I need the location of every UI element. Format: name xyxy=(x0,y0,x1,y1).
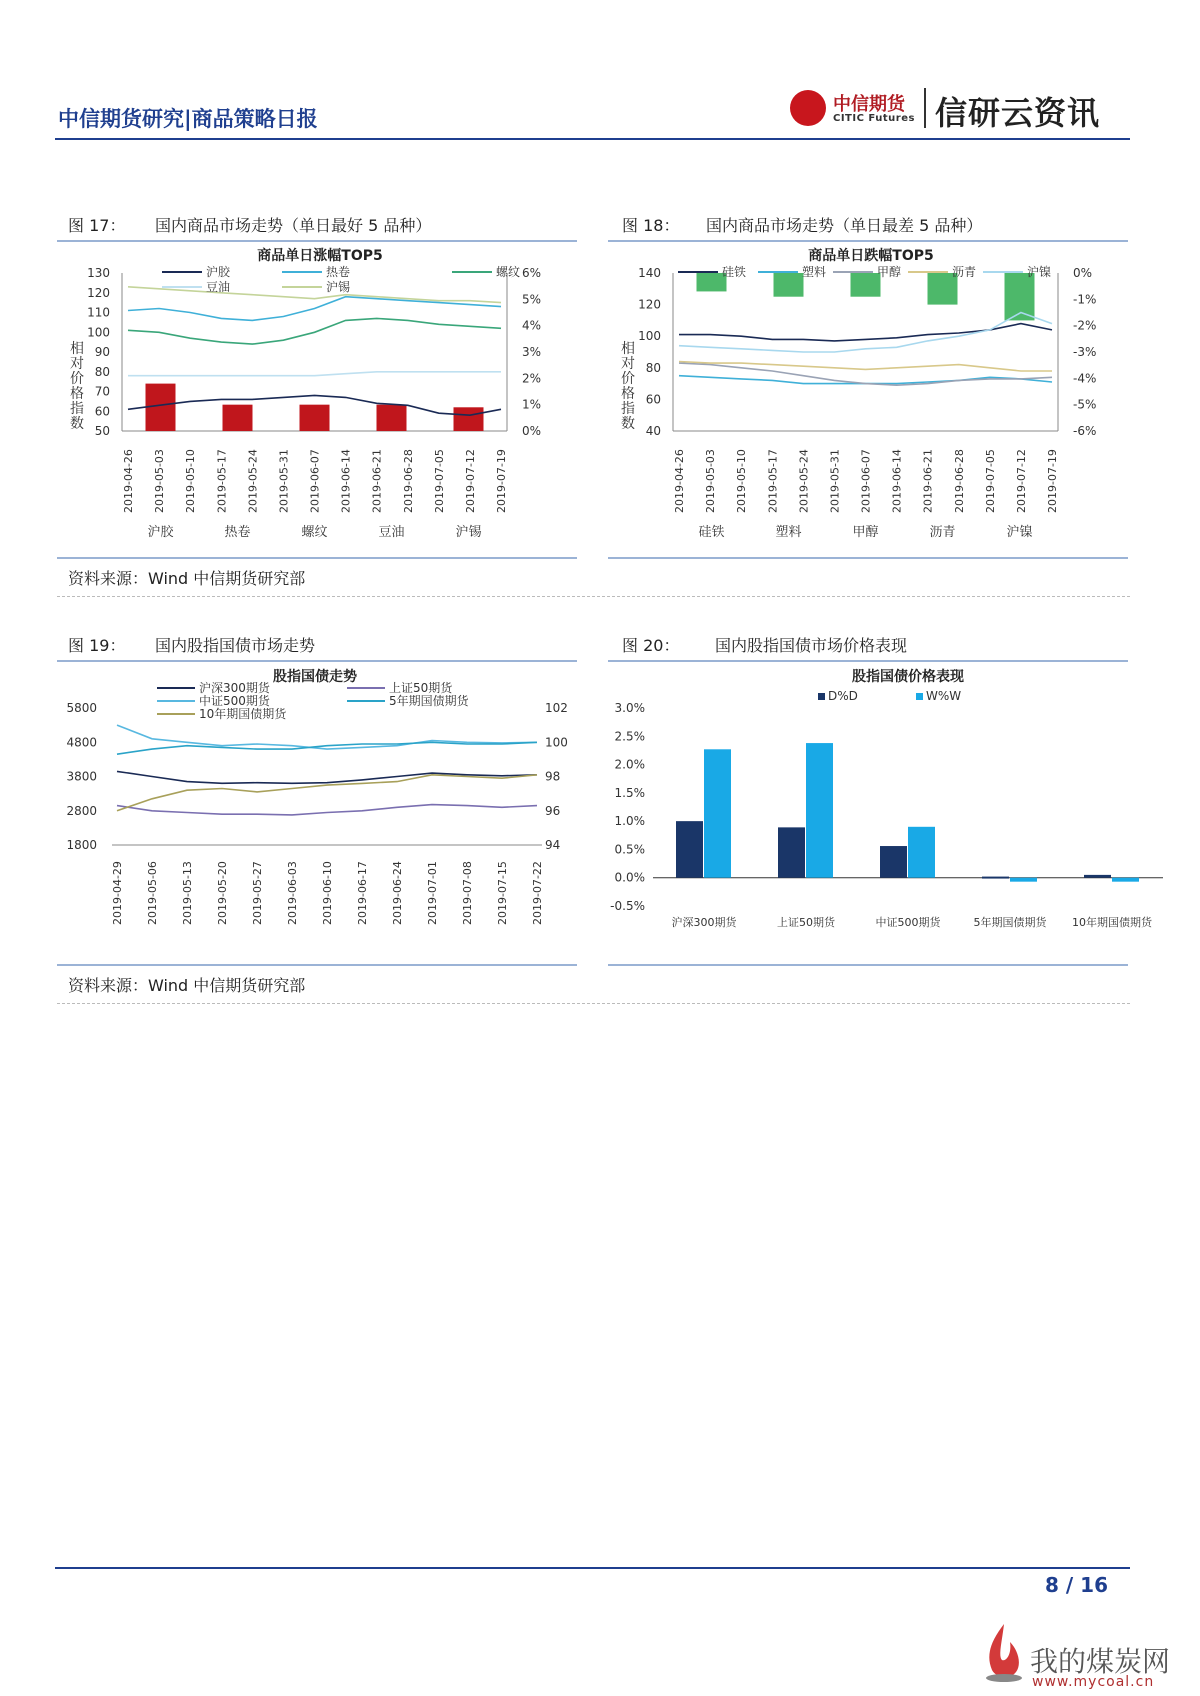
x-tick-label: 2019-05-06 xyxy=(146,861,159,925)
category-label: 塑料 xyxy=(775,525,802,540)
page-number: 8 / 16 xyxy=(1045,1573,1108,1597)
logo-english: CITIC Futures xyxy=(833,113,915,124)
y2-tick-label: -4% xyxy=(1073,371,1097,386)
x-tick-label: 2019-05-20 xyxy=(216,861,229,925)
legend-label: 螺纹 xyxy=(496,265,521,279)
y-axis-label: 指 xyxy=(70,401,84,417)
chart-index-bond-performance xyxy=(608,663,1168,963)
chart2-title: 商品单日跌幅TOP5 xyxy=(808,248,934,264)
y2-tick-label: -5% xyxy=(1073,397,1097,412)
divider-dashed-1 xyxy=(57,596,1130,597)
x-tick-label: 2019-06-21 xyxy=(370,449,384,513)
y-axis-label: 对 xyxy=(70,356,84,372)
series-line-5年期国债期货 xyxy=(117,742,537,754)
legend-label: 沥青 xyxy=(952,265,977,279)
legend-label: 5年期国债期货 xyxy=(389,694,469,708)
y-tick-label: 4800 xyxy=(66,735,97,750)
x-tick-label: 2019-05-03 xyxy=(704,449,718,513)
y2-tick-label: 98 xyxy=(545,769,561,784)
fig20-label: 图 20： xyxy=(622,636,680,655)
bar-W%W-5年期国债期货 xyxy=(1010,878,1037,882)
x-tick-label: 2019-05-24 xyxy=(246,449,260,513)
source-note-2: 资料来源：Wind 中信期货研究部 xyxy=(68,976,306,995)
y-axis-label: 相 xyxy=(621,341,635,357)
bar-W%W-10年期国债期货 xyxy=(1112,878,1139,882)
x-tick-label: 2019-07-05 xyxy=(983,449,997,513)
x-tick-label: 2019-07-05 xyxy=(432,449,446,513)
category-label: 硅铁 xyxy=(698,525,725,540)
x-tick-label: 2019-05-31 xyxy=(828,449,842,513)
x-tick-label: 2019-06-28 xyxy=(952,449,966,513)
y-tick-label: 130 xyxy=(87,266,110,280)
logo-divider xyxy=(924,88,926,128)
header-rule xyxy=(55,138,1130,140)
legend-swatch xyxy=(916,693,923,700)
legend-label: 塑料 xyxy=(802,265,827,279)
legend-label: 中证500期货 xyxy=(199,694,270,708)
series-line-甲醇 xyxy=(679,363,1052,385)
chart3-title: 股指国债走势 xyxy=(273,669,357,685)
y2-tick-label: -1% xyxy=(1073,292,1097,307)
x-tick-label: 2019-05-31 xyxy=(277,449,291,513)
y-axis-label: 格 xyxy=(621,386,635,402)
y2-tick-label: 94 xyxy=(545,838,561,852)
x-tick-label: 2019-06-10 xyxy=(321,861,334,925)
x-tick-label: 2019-05-17 xyxy=(215,449,229,513)
legend-label: 沪胶 xyxy=(206,265,231,279)
y-tick-label: 100 xyxy=(87,325,110,340)
legend-label: 热卷 xyxy=(326,265,351,279)
x-tick-label: 2019-06-07 xyxy=(308,449,322,513)
x-tick-label: 2019-07-01 xyxy=(426,861,439,925)
y2-tick-label: 6% xyxy=(522,266,542,280)
footer-rule xyxy=(55,1567,1130,1569)
y2-tick-label: 4% xyxy=(522,318,542,333)
legend-label: 沪锡 xyxy=(326,280,351,294)
fig18-label: 图 18： xyxy=(622,216,680,235)
fig19-bottom-rule xyxy=(57,964,577,966)
y-axis-label: 相 xyxy=(70,341,84,357)
x-tick-label: 2019-05-10 xyxy=(735,449,749,513)
y-tick-label: 1.0% xyxy=(614,814,645,829)
y-tick-label: 120 xyxy=(638,297,661,312)
category-label: 中证500期货 xyxy=(875,916,941,929)
series-line-沥青 xyxy=(679,362,1052,372)
x-tick-label: 2019-06-14 xyxy=(339,449,353,513)
watermark-url: www.mycoal.cn xyxy=(1032,1674,1155,1690)
fig18-title: 国内商品市场走势（单日最差 5 品种） xyxy=(706,216,983,235)
fig17-bottom-rule xyxy=(57,557,577,559)
y-tick-label: 80 xyxy=(645,360,661,375)
y-tick-label: 60 xyxy=(94,404,110,419)
y-axis-label: 数 xyxy=(70,416,84,432)
y-tick-label: 1800 xyxy=(66,838,97,852)
y-tick-label: 5800 xyxy=(66,701,97,715)
legend-label: 豆油 xyxy=(206,280,231,294)
y2-tick-label: 3% xyxy=(522,345,542,359)
bar-D%D-5年期国债期货 xyxy=(982,877,1009,879)
y-tick-label: 3.0% xyxy=(614,701,645,715)
y-tick-label: 60 xyxy=(645,392,661,407)
x-tick-label: 2019-06-14 xyxy=(890,449,904,513)
y-tick-label: 0.5% xyxy=(614,842,645,857)
bar-沪胶 xyxy=(146,384,176,431)
fig17-rule xyxy=(57,240,577,242)
y-axis-label: 数 xyxy=(621,416,635,432)
legend-label: 沪镍 xyxy=(1027,265,1052,279)
fig20-rule xyxy=(608,660,1128,662)
x-tick-label: 2019-05-03 xyxy=(153,449,167,513)
x-tick-label: 2019-06-03 xyxy=(286,861,299,925)
x-tick-label: 2019-07-12 xyxy=(463,449,477,513)
x-tick-label: 2019-07-08 xyxy=(461,861,474,925)
category-label: 5年期国债期货 xyxy=(973,916,1047,929)
watermark-text: 我的煤炭网 xyxy=(1030,1645,1171,1678)
y-axis-label: 价 xyxy=(70,371,84,387)
fig17-title: 国内商品市场走势（单日最好 5 品种） xyxy=(155,216,432,235)
fig19-label: 图 19： xyxy=(68,636,126,655)
logo-chinese: 中信期货 xyxy=(833,94,905,115)
chart4-title: 股指国债价格表现 xyxy=(852,669,964,685)
fig18-rule xyxy=(608,240,1128,242)
x-tick-label: 2019-05-27 xyxy=(251,861,264,925)
source-note-1: 资料来源：Wind 中信期货研究部 xyxy=(68,569,306,588)
x-tick-label: 2019-06-24 xyxy=(391,861,404,925)
y-tick-label: 3800 xyxy=(66,769,97,784)
chart-top5-gainers xyxy=(57,243,577,553)
x-tick-label: 2019-05-24 xyxy=(797,449,811,513)
x-tick-label: 2019-07-19 xyxy=(495,449,508,513)
bar-甲醇 xyxy=(851,273,881,297)
x-tick-label: 2019-06-28 xyxy=(401,449,415,513)
y-tick-label: 2.0% xyxy=(614,757,645,772)
legend-label: 硅铁 xyxy=(722,265,747,279)
fig18-bottom-rule xyxy=(608,557,1128,559)
y-tick-label: 0.0% xyxy=(614,870,645,885)
y2-tick-label: 0% xyxy=(522,424,542,438)
fig20-bottom-rule xyxy=(608,964,1128,966)
y-tick-label: 80 xyxy=(94,364,110,379)
y-tick-label: 140 xyxy=(638,266,661,280)
x-tick-label: 2019-06-21 xyxy=(921,449,935,513)
legend-label: 沪深300期货 xyxy=(199,681,270,695)
bar-沪锡 xyxy=(454,407,484,431)
chart-index-bond-trend xyxy=(57,663,577,963)
brand-name: 信研云资讯 xyxy=(935,94,1101,132)
x-tick-label: 2019-07-22 xyxy=(531,861,544,925)
y-axis-label: 对 xyxy=(621,356,635,372)
y-tick-label: 70 xyxy=(94,384,110,399)
legend-label: 10年期国债期货 xyxy=(199,707,287,721)
x-tick-label: 2019-07-12 xyxy=(1014,449,1028,513)
bar-W%W-中证500期货 xyxy=(908,827,935,878)
x-tick-label: 2019-04-29 xyxy=(111,861,124,925)
y-axis-label: 格 xyxy=(70,386,84,402)
bar-W%W-上证50期货 xyxy=(806,743,833,878)
series-line-沪镍 xyxy=(679,313,1052,353)
bar-D%D-沪深300期货 xyxy=(676,821,703,878)
x-tick-label: 2019-07-15 xyxy=(496,861,509,925)
y2-tick-label: 0% xyxy=(1073,266,1093,280)
legend-label: 甲醇 xyxy=(877,265,902,279)
y-tick-label: 110 xyxy=(87,305,110,320)
series-line-螺纹 xyxy=(128,318,501,344)
y2-tick-label: -3% xyxy=(1073,345,1097,359)
y2-tick-label: 2% xyxy=(522,371,542,386)
x-tick-label: 2019-06-17 xyxy=(356,861,369,925)
report-title: 中信期货研究|商品策略日报 xyxy=(58,107,318,131)
y2-tick-label: -6% xyxy=(1073,424,1097,438)
bar-D%D-上证50期货 xyxy=(778,827,805,877)
bar-热卷 xyxy=(223,405,253,431)
category-label: 沪胶 xyxy=(147,525,174,540)
bar-D%D-10年期国债期货 xyxy=(1084,875,1111,878)
y-tick-label: 1.5% xyxy=(614,785,645,800)
citic-logo-icon xyxy=(790,90,826,126)
legend-swatch xyxy=(818,693,825,700)
category-label: 沪深300期货 xyxy=(671,916,737,929)
category-label: 沥青 xyxy=(929,525,956,540)
series-line-豆油 xyxy=(128,372,501,376)
y2-tick-label: 100 xyxy=(545,735,568,750)
y-tick-label: 2800 xyxy=(66,803,97,818)
y-tick-label: 90 xyxy=(94,345,110,359)
y2-tick-label: 5% xyxy=(522,292,542,307)
category-label: 沪镍 xyxy=(1006,525,1033,540)
divider-dashed-2 xyxy=(57,1003,1130,1004)
bar-塑料 xyxy=(774,273,804,297)
y-axis-label: 指 xyxy=(621,401,635,417)
category-label: 沪锡 xyxy=(455,525,482,540)
y-tick-label: 120 xyxy=(87,285,110,300)
x-tick-label: 2019-06-07 xyxy=(859,449,873,513)
category-label: 热卷 xyxy=(224,525,251,540)
y-axis-label: 价 xyxy=(621,371,635,387)
fig20-title: 国内股指国债市场价格表现 xyxy=(715,636,908,655)
y-tick-label: 40 xyxy=(645,424,661,438)
fig19-rule xyxy=(57,660,577,662)
bar-螺纹 xyxy=(300,405,330,431)
x-tick-label: 2019-05-13 xyxy=(181,861,194,925)
category-label: 10年期国债期货 xyxy=(1072,916,1152,929)
fig17-label: 图 17： xyxy=(68,216,126,235)
legend-label: 上证50期货 xyxy=(389,681,453,695)
category-label: 甲醇 xyxy=(852,525,879,540)
flame-logo-icon xyxy=(980,1620,1028,1684)
bar-豆油 xyxy=(377,405,407,431)
category-label: 上证50期货 xyxy=(777,916,835,929)
chart-top5-losers xyxy=(608,243,1128,553)
series-line-上证50期货 xyxy=(117,805,537,815)
y-tick-label: 2.5% xyxy=(614,729,645,744)
category-label: 豆油 xyxy=(378,525,405,540)
category-label: 螺纹 xyxy=(301,525,328,540)
x-tick-label: 2019-05-17 xyxy=(766,449,780,513)
chart1-title: 商品单日涨幅TOP5 xyxy=(257,248,383,264)
x-tick-label: 2019-04-26 xyxy=(673,449,686,513)
y2-tick-label: 96 xyxy=(545,803,561,818)
y-tick-label: -0.5% xyxy=(610,899,645,913)
y2-tick-label: -2% xyxy=(1073,318,1097,333)
bar-D%D-中证500期货 xyxy=(880,846,907,878)
y-tick-label: 50 xyxy=(94,424,110,438)
legend-label: D%D xyxy=(828,689,858,703)
y2-tick-label: 102 xyxy=(545,701,568,715)
y2-tick-label: 1% xyxy=(522,397,542,412)
bar-W%W-沪深300期货 xyxy=(704,749,731,877)
x-tick-label: 2019-07-19 xyxy=(1046,449,1059,513)
x-tick-label: 2019-05-10 xyxy=(184,449,198,513)
legend-label: W%W xyxy=(926,689,962,703)
fig19-title: 国内股指国债市场走势 xyxy=(155,636,316,655)
series-line-沪锡 xyxy=(128,287,501,303)
x-tick-label: 2019-04-26 xyxy=(122,449,135,513)
y-tick-label: 100 xyxy=(638,329,661,344)
